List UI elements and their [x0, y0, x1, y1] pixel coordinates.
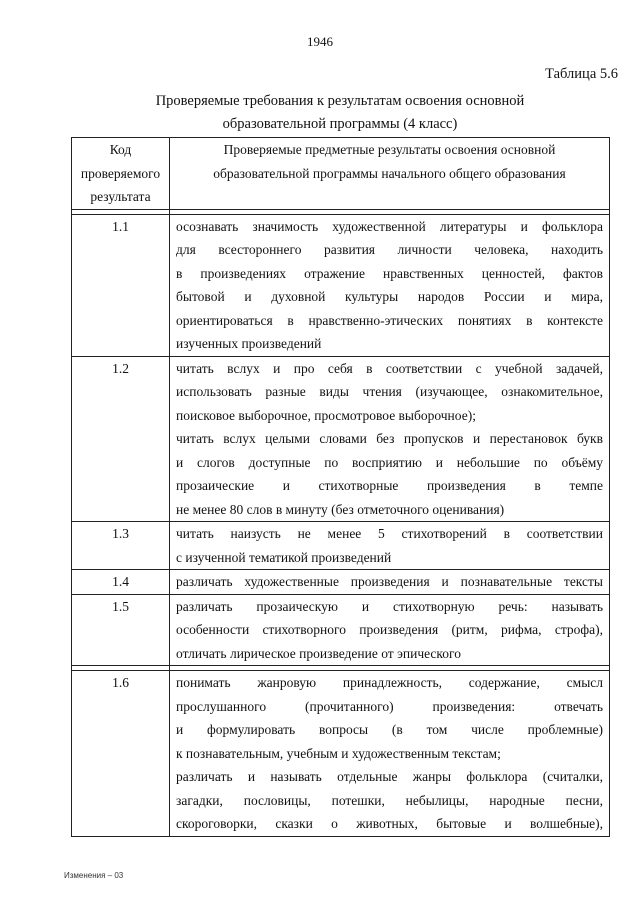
- desc-line: изученных произведений: [176, 336, 322, 351]
- row-code: 1.5: [72, 594, 170, 666]
- row-description: [170, 214, 610, 356]
- caption-line-2: образовательной программы (4 класс): [222, 116, 458, 132]
- desc-line: понимать жанровую принадлежность, содержание, смысл: [176, 675, 603, 690]
- row-code: 1.2: [72, 356, 170, 522]
- desc-line: различать художественные произведения и познавательные тексты: [176, 574, 603, 589]
- table-row: [72, 214, 610, 356]
- desc-line: читать вслух целыми словами без пропусков и перестановок букв: [176, 431, 603, 446]
- table-header-row: [72, 138, 610, 210]
- row-description: [170, 356, 610, 522]
- desc-line: прослушанного (прочитанного) произведения: отвечать: [176, 698, 603, 714]
- desc-line: бытовой и духовной культуры народов России и мира,: [176, 289, 603, 304]
- header-code: [72, 138, 170, 210]
- table-row: [72, 570, 610, 595]
- desc-line: и формулировать вопросы (в том числе проблемные): [176, 722, 603, 737]
- caption-line-1: Проверяемые требования к результатам освоения основной: [155, 93, 525, 109]
- header-description: [170, 138, 610, 210]
- desc-line: отличать лирическое произведение от эпического: [176, 645, 462, 661]
- row-code: 1.1: [72, 214, 170, 356]
- row-description: [170, 671, 610, 837]
- row-description: [170, 594, 610, 666]
- header-code-line: Код: [109, 142, 132, 157]
- desc-line: читать наизусть не менее 5 стихотворений в соответствии: [176, 526, 603, 541]
- desc-line: различать прозаическую и стихотворную речь: называть: [176, 598, 603, 614]
- desc-line: и слогов доступные по восприятию и небольшие по объёму: [176, 454, 603, 470]
- desc-line: поисковое выборочное, просмотровое выборочное);: [176, 407, 476, 423]
- desc-line: использовать разные виды чтения (изучающее, ознакомительное,: [176, 384, 603, 399]
- desc-line: к познавательным, учебным и художественным текстам;: [176, 745, 501, 761]
- desc-line: скороговорки, сказки о животных, бытовые и волшебные),: [176, 816, 603, 831]
- row-code: 1.6: [72, 671, 170, 837]
- header-code-line: результата: [90, 189, 151, 204]
- requirements-table: [71, 137, 610, 837]
- desc-line: не менее 80 слов в минуту (без отметочного оценивания): [176, 501, 505, 517]
- desc-line: ориентироваться в нравственно-этических понятиях в контексте: [176, 312, 603, 328]
- header-desc-line: Проверяемые предметные результаты освоения основной: [223, 142, 556, 157]
- desc-line: прозаические и стихотворные произведения в темпе: [176, 478, 603, 493]
- table-caption: [70, 90, 610, 136]
- desc-line: особенности стихотворного произведения (ритм, рифма, строфа),: [176, 622, 603, 637]
- footer-revision: Изменения – 03: [64, 871, 124, 880]
- row-description: [170, 522, 610, 570]
- desc-line: различать и называть отдельные жанры фольклора (считалки,: [176, 769, 603, 784]
- desc-line: загадки, пословицы, потешки, небылицы, народные песни,: [176, 792, 603, 808]
- desc-line: читать вслух и про себя в соответствии с учебной задачей,: [176, 360, 603, 376]
- table-row: [72, 671, 610, 837]
- header-desc-line: образовательной программы начального общего образования: [213, 165, 566, 181]
- desc-line: с изученной тематикой произведений: [176, 549, 392, 565]
- row-code: 1.3: [72, 522, 170, 570]
- table-row: [72, 594, 610, 666]
- row-description: [170, 570, 610, 595]
- desc-line: для всестороннего развития личности человека, находить: [176, 242, 603, 257]
- table-label: Таблица 5.6: [545, 66, 618, 82]
- row-code: 1.4: [72, 570, 170, 595]
- table-row: [72, 356, 610, 522]
- page-number: 1946: [307, 34, 333, 49]
- desc-line: осознавать значимость художественной литературы и фольклора: [176, 218, 603, 234]
- desc-line: в произведениях отражение нравственных ценностей, фактов: [176, 265, 603, 281]
- table-row: [72, 522, 610, 570]
- header-code-line: проверяемого: [80, 165, 161, 181]
